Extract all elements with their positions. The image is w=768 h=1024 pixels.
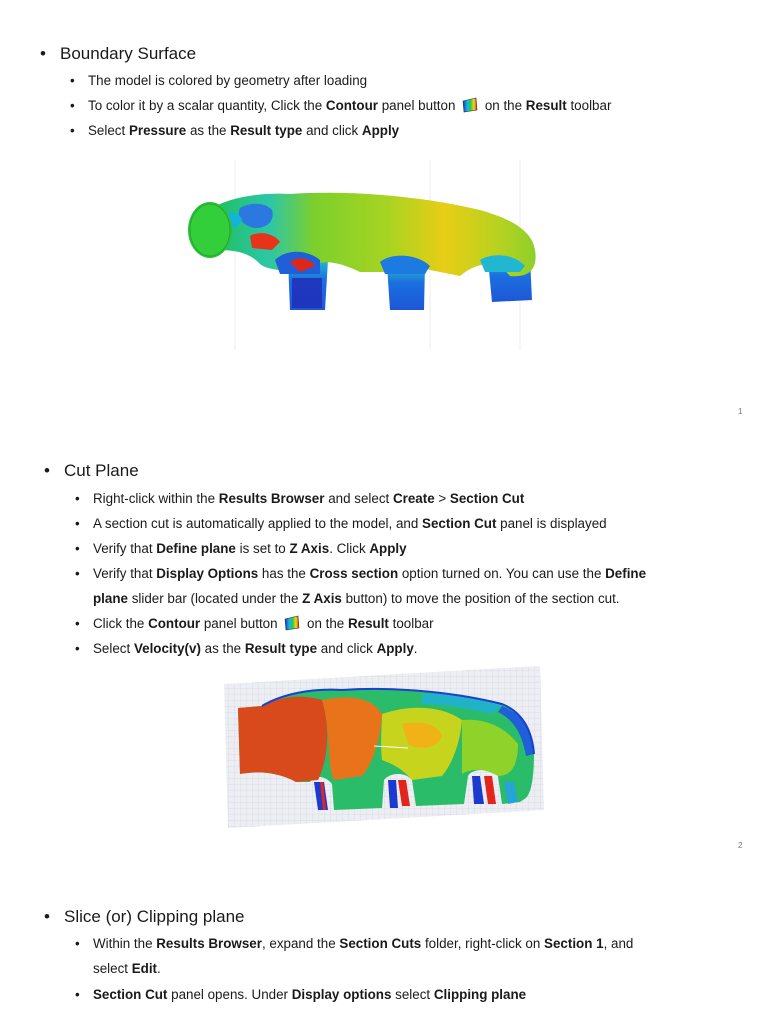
bullet-item: • To color it by a scalar quantity, Click the Contour panel button on the Result toolbar [70, 98, 612, 113]
bullet-item: • Right-click within the Results Browser and select Create > Section Cut [75, 491, 525, 506]
bullet-item: • Select Pressure as the Result type and click Apply [70, 123, 400, 138]
bullet-dot: • [44, 907, 50, 926]
bullet-item: • A section cut is automatically applied to the model, and Section Cut panel is displayed [75, 516, 607, 531]
heading-text: Slice (or) Clipping plane [64, 907, 245, 926]
bullet-item: • The model is colored by geometry after loading [70, 73, 368, 88]
page-number: 1 [738, 407, 743, 416]
contour-icon [283, 615, 301, 631]
pressure-contour-model-image [180, 150, 550, 360]
section-heading-clipping-plane [44, 907, 244, 927]
bullet-item-continuation: plane slider bar (located under the Z Axis button) to move the position of the section cut. [93, 591, 620, 606]
velocity-section-cut-image [222, 664, 547, 830]
page-number: 2 [738, 841, 743, 850]
heading-text: Boundary Surface [60, 44, 197, 63]
bullet-item: • Verify that Define plane is set to Z Axis. Click Apply [75, 541, 407, 556]
bullet-dot: • [40, 44, 46, 63]
section-heading-boundary-surface [40, 44, 196, 64]
bullet-item: • Within the Results Browser, expand the Section Cuts folder, right-click on Section 1, and [75, 936, 634, 951]
bullet-item: • Click the Contour panel button on the Result toolbar [75, 616, 434, 631]
heading-text: Cut Plane [64, 461, 139, 480]
bullet-item: • Section Cut panel opens. Under Display options select Clipping plane [75, 987, 527, 1002]
section-heading-cut-plane [44, 461, 139, 481]
contour-icon [461, 97, 479, 113]
bullet-item: • Select Velocity(v) as the Result type and click Apply. [75, 641, 418, 656]
bullet-dot: • [44, 461, 50, 480]
bullet-item: • Verify that Display Options has the Cross section option turned on. You can use the Define [75, 566, 647, 581]
bullet-item-continuation: select Edit. [93, 961, 161, 976]
